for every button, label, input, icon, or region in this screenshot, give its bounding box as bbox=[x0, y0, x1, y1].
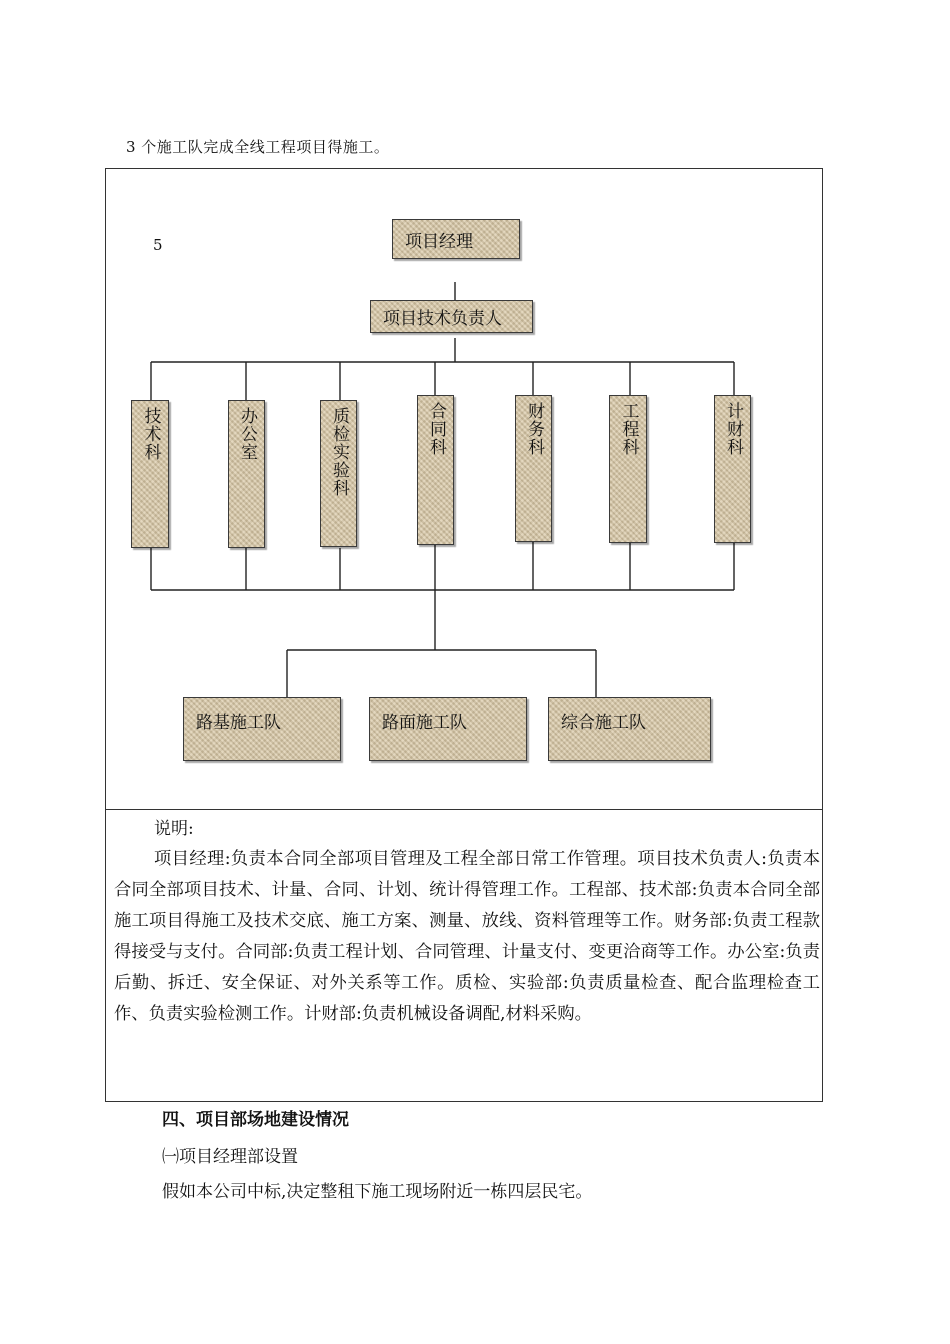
stray-mark: 5 bbox=[153, 236, 163, 254]
section-paragraph: 假如本公司中标,决定整租下施工现场附近一栋四层民宅。 bbox=[162, 1182, 593, 1202]
node-team-general: 综合施工队 bbox=[548, 697, 711, 761]
section-subheading: ㈠项目经理部设置 bbox=[162, 1147, 298, 1167]
node-dept-tech: 技术科 bbox=[131, 400, 169, 548]
node-dept-contract: 合同科 bbox=[417, 395, 454, 545]
intro-text: 3 个施工队完成全线工程项目得施工。 bbox=[126, 138, 390, 156]
notes-label: 说明: bbox=[154, 819, 194, 839]
node-technical-lead: 项目技术负责人 bbox=[370, 300, 533, 333]
node-dept-finance: 财务科 bbox=[515, 395, 552, 542]
node-team-subgrade: 路基施工队 bbox=[183, 697, 341, 761]
node-team-pavement: 路面施工队 bbox=[369, 697, 527, 761]
node-project-manager: 项目经理 bbox=[392, 219, 520, 259]
node-dept-office: 办公室 bbox=[228, 400, 265, 548]
node-dept-engineering: 工程科 bbox=[609, 395, 647, 543]
section-heading: 四、项目部场地建设情况 bbox=[162, 1110, 349, 1130]
node-dept-accounting: 计财科 bbox=[714, 395, 751, 543]
notes-body: 项目经理:负责本合同全部项目管理及工程全部日常工作管理。项目技术负责人:负责本合同全部项目技术、计量、合同、计划、统计得管理工作。工程部、技术部:负责本合同全部施工项目得施工及技术交底、施工方案、测量、放线、资料管理等工作。财务部:负责工程款得接受与支付。合同部:负责工程计划、合同管理、计量支付、变更洽商等工作。办公室:负责后勤、拆迁、安全保证、对外关系等工作。质检、实验部:负责质量检查、配合监理检查工作、负责实验检测工作。计财部:负责机械设备调配,材料采购。 bbox=[114, 849, 820, 1024]
node-dept-qc-lab: 质检实验科 bbox=[320, 400, 357, 547]
